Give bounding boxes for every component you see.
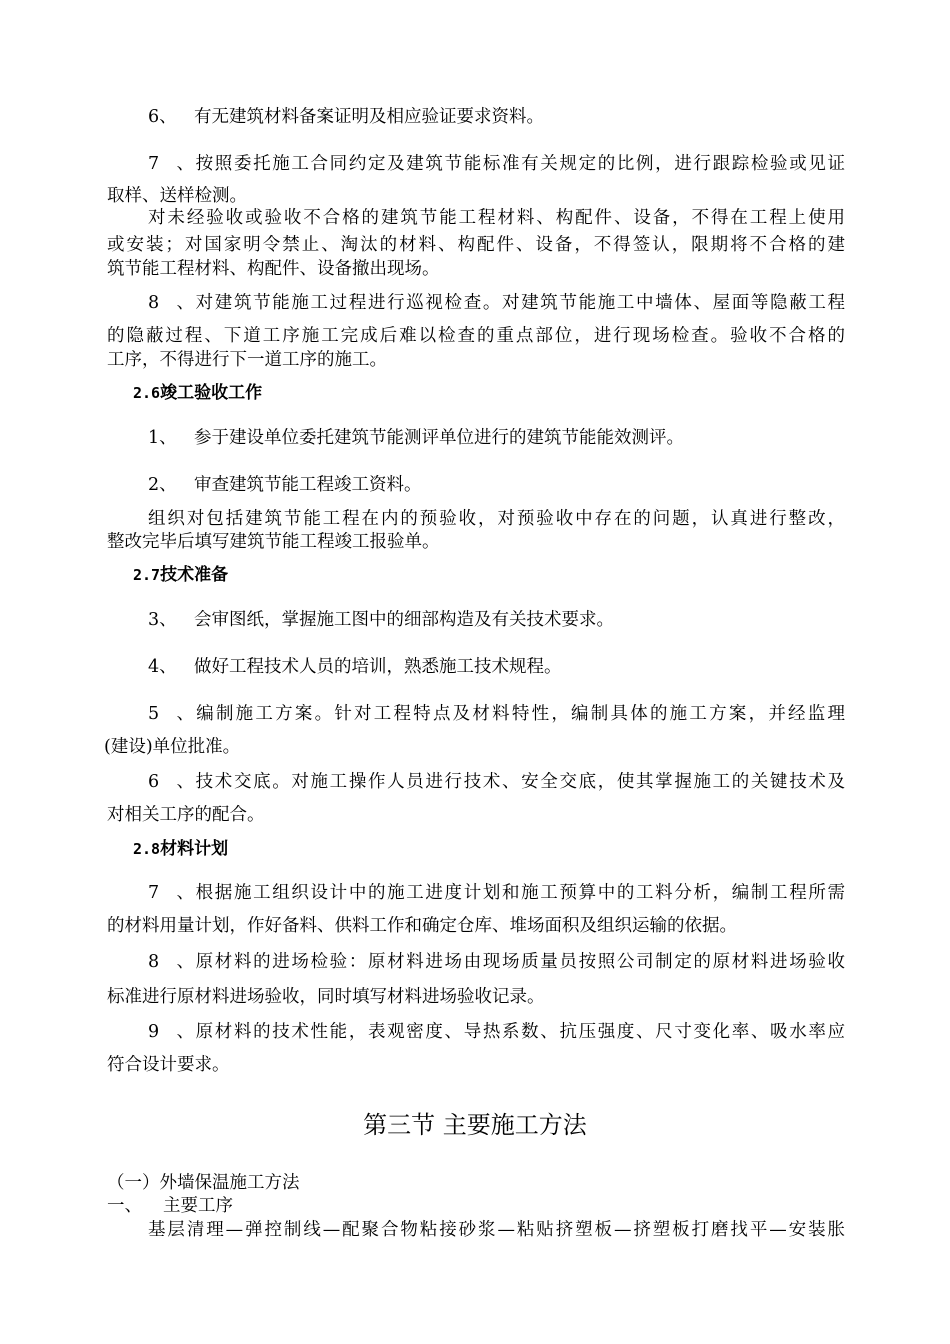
item-number: 7、	[148, 154, 194, 174]
item-number: 5、	[148, 704, 194, 724]
heading-text: 主要工序	[163, 1196, 233, 1216]
list-item-6b	[148, 770, 845, 794]
list-item-5	[148, 702, 845, 726]
item-text: 根据施工组织设计中的施工进度计划和施工预算中的工料分析，编制工程所需	[194, 883, 845, 903]
item-text: 编制施工方案。针对工程特点及材料特性，编制具体的施工方案，并经监理	[194, 704, 845, 724]
paragraph-line: 整改完毕后填写建筑节能工程竣工报验单。	[107, 532, 440, 552]
item-number: 8、	[148, 952, 194, 972]
item-text: 做好工程技术人员的培训，熟悉施工技术规程。	[194, 657, 562, 677]
heading-text: 竣工验收工作	[160, 383, 263, 403]
heading-number: 2.7	[133, 566, 161, 584]
paragraph-line: 筑节能工程材料、构配件、设备撤出现场。	[107, 259, 440, 279]
heading-text: 技术准备	[160, 565, 229, 585]
item-number: 6、	[148, 107, 177, 127]
item-number: 3、	[148, 610, 177, 630]
item-text: 参于建设单位委托建筑节能测评单位进行的建筑节能能效测评。	[194, 428, 684, 448]
list-item-3	[148, 608, 614, 632]
item-text: 按照委托施工合同约定及建筑节能标准有关规定的比例，进行跟踪检验或见证	[194, 154, 845, 174]
item-text: 对建筑节能施工过程进行巡视检查。对建筑节能施工中墙体、屋面等隐蔽工程	[194, 293, 845, 313]
subsection-heading: （一）外墙保温施工方法	[107, 1173, 300, 1193]
list-item-2	[148, 473, 422, 497]
list-item-9	[148, 1020, 845, 1044]
item-continuation: 工序，不得进行下一道工序的施工。	[107, 350, 387, 370]
item-text: 原材料的进场检验：原材料进场由现场质量员按照公司制定的原材料进场验收	[194, 952, 845, 972]
list-item-7	[148, 152, 845, 176]
item-continuation: 取样、送样检测。	[107, 186, 247, 206]
item-continuation: 符合设计要求。	[107, 1055, 230, 1075]
item-continuation: (建设)单位批准。	[104, 737, 241, 757]
item-number: 4、	[148, 657, 177, 677]
item-number: 9、	[148, 1022, 194, 1042]
list-item-6	[148, 105, 544, 129]
list-item-1	[148, 426, 684, 450]
item-number: 1、	[148, 428, 177, 448]
item-continuation: 的隐蔽过程、下道工序施工完成后难以检查的重点部位，进行现场检查。验收不合格的	[107, 326, 845, 346]
item-text: 有无建筑材料备案证明及相应验证要求资料。	[194, 107, 544, 127]
heading-number: 2.6	[133, 384, 161, 402]
list-item-8	[148, 291, 845, 315]
list-item-8b	[148, 950, 845, 974]
heading-number: 2.8	[133, 840, 161, 858]
paragraph-line: 对未经验收或验收不合格的建筑节能工程材料、构配件、设备，不得在工程上使用	[148, 208, 845, 228]
heading-text: 材料计划	[160, 839, 229, 859]
section-heading-2-7	[133, 563, 228, 587]
item-text: 会审图纸，掌握施工图中的细部构造及有关技术要求。	[194, 610, 614, 630]
item-number: 7、	[148, 883, 194, 903]
section-heading-2-8	[133, 837, 228, 861]
item-continuation: 的材料用量计划，作好备料、供料工作和确定仓库、堆场面积及组织运输的依据。	[107, 916, 737, 936]
section-title: 第三节 主要施工方法	[363, 1111, 587, 1139]
paragraph-line: 基层清理—弹控制线—配聚合物粘接砂浆—粘贴挤塑板—挤塑板打磨找平—安装胀	[148, 1220, 845, 1240]
item-text: 技术交底。对施工操作人员进行技术、安全交底，使其掌握施工的关键技术及	[194, 772, 845, 792]
paragraph-line: 组织对包括建筑节能工程在内的预验收，对预验收中存在的问题，认真进行整改，	[148, 509, 845, 529]
heading-number: 一、	[107, 1196, 142, 1216]
list-item-4	[148, 655, 562, 679]
item-number: 8、	[148, 293, 194, 313]
item-continuation: 对相关工序的配合。	[107, 805, 265, 825]
item-text: 审查建筑节能工程竣工资料。	[194, 475, 422, 495]
item-continuation: 标准进行原材料进场验收，同时填写材料进场验收记录。	[107, 987, 545, 1007]
item-number: 6、	[148, 772, 194, 792]
list-item-7b	[148, 881, 845, 905]
item-number: 2、	[148, 475, 177, 495]
subsection-heading-2	[107, 1194, 233, 1218]
section-heading-2-6	[133, 381, 262, 405]
item-text: 原材料的技术性能，表观密度、导热系数、抗压强度、尺寸变化率、吸水率应	[194, 1022, 845, 1042]
paragraph-line: 或安装；对国家明令禁止、淘汰的材料、构配件、设备，不得签认，限期将不合格的建	[107, 235, 845, 255]
